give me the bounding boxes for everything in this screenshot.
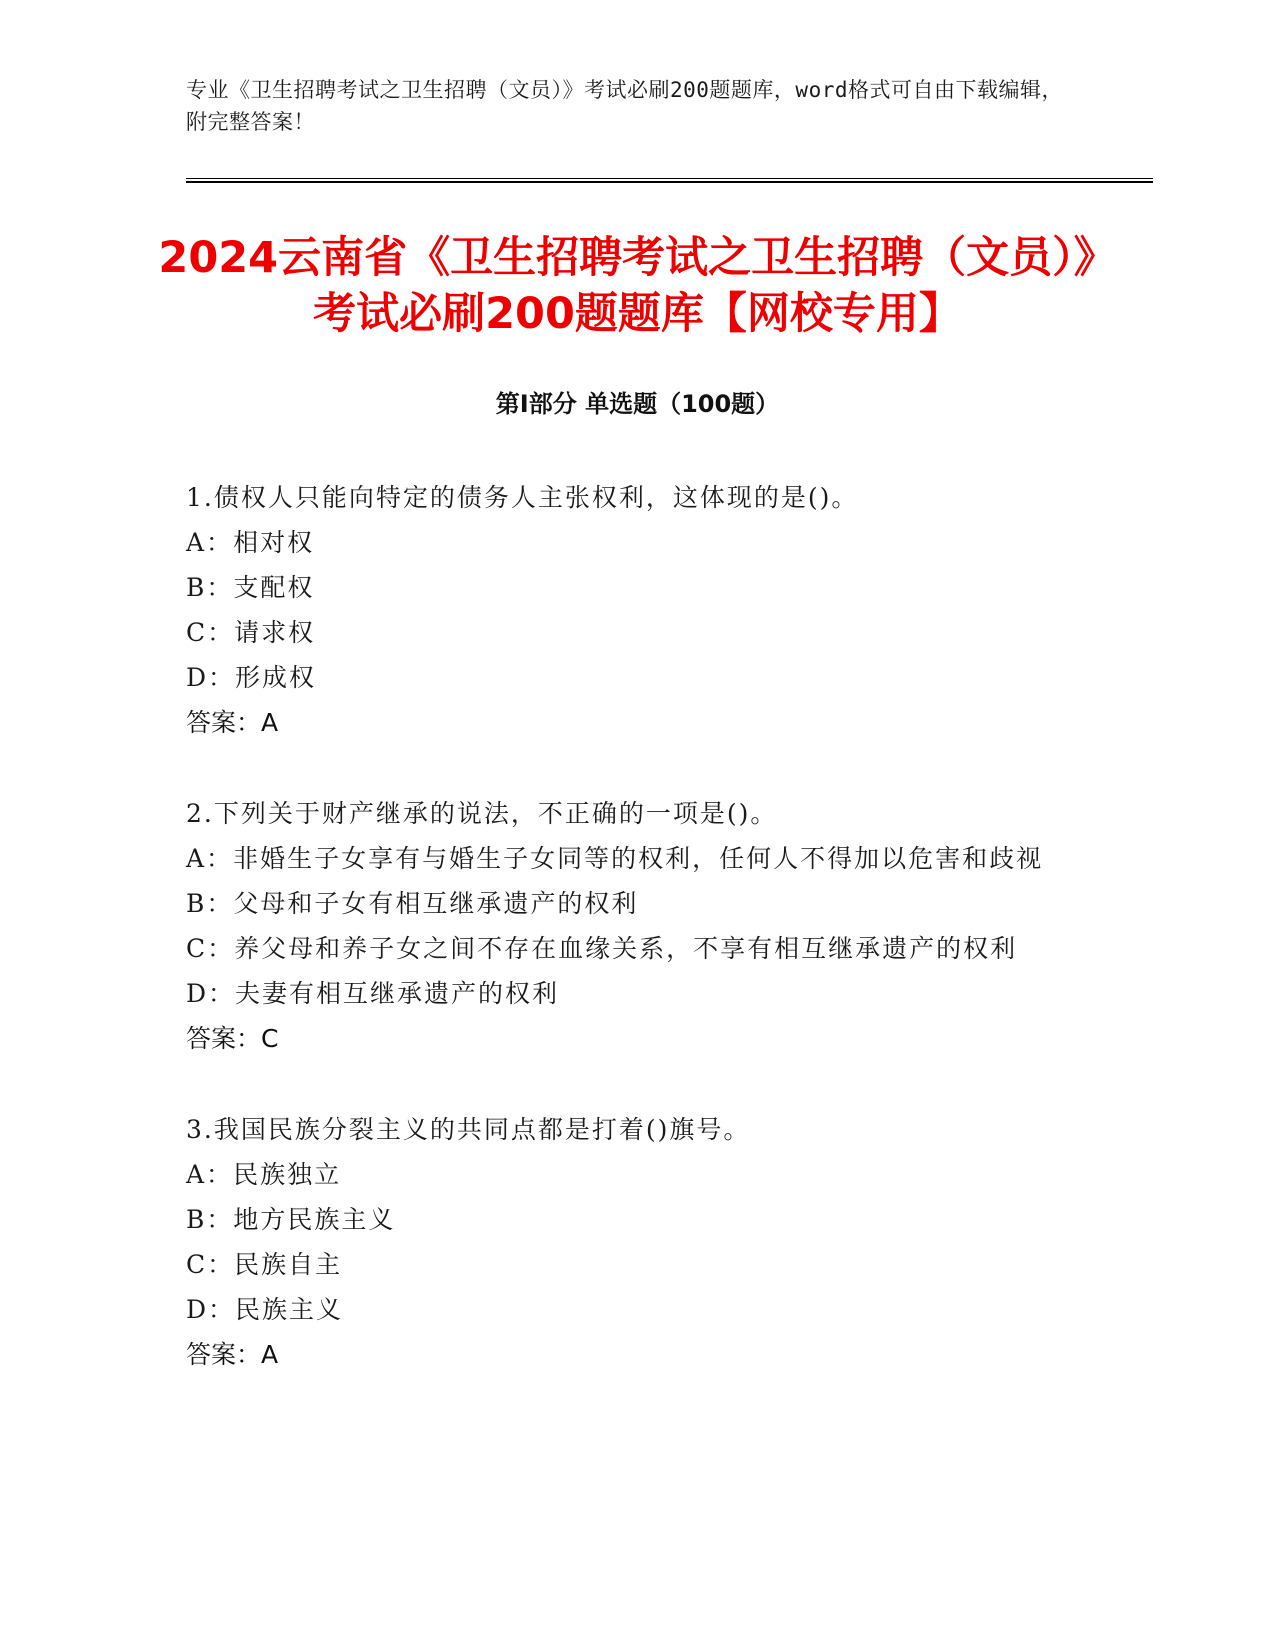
section-title: 第Ⅰ部分 单选题（100题） [495,390,780,418]
answer-line [186,1332,1086,1377]
document-title: 2024云南省《卫生招聘考试之卫生招聘（文员）》考试必刷200题题库【网校专用】 [158,233,1117,339]
option-letter: B： [186,1205,234,1234]
option-d [186,655,1086,700]
answer-label: 答案： [186,1340,262,1369]
question-stem: 1.债权人只能向特定的债务人主张权利，这体现的是()。 [186,483,859,512]
option-text: 相对权 [233,528,315,557]
question-stem: 2.下列关于财产继承的说法，不正确的一项是()。 [186,799,778,828]
option-a [186,520,1086,565]
answer-value: A [261,1340,279,1369]
option-b [186,881,1086,926]
option-text: 地方民族主义 [233,1205,396,1234]
option-letter: A： [186,844,234,873]
option-letter: C： [186,618,235,647]
option-text: 父母和子女有相互继承遗产的权利 [233,889,639,918]
answer-label: 答案： [186,708,262,737]
option-letter: C： [186,934,235,963]
option-text: 养父母和养子女之间不存在血缘关系，不享有相互继承遗产的权利 [234,934,1018,963]
option-text: 民族主义 [235,1295,344,1324]
option-text: 非婚生子女享有与婚生子女同等的权利，任何人不得加以危害和歧视 [233,844,1044,873]
option-a [186,836,1086,881]
option-c [186,610,1086,655]
answer-line [186,700,1086,745]
option-letter: D： [186,663,236,692]
option-b [186,1197,1086,1242]
question-stem: 3.我国民族分裂主义的共同点都是打着()旗号。 [186,1115,751,1144]
option-letter: A： [186,528,234,557]
answer-line [186,1016,1086,1061]
option-letter: A： [186,1160,234,1189]
option-d [186,1287,1086,1332]
option-letter: D： [186,1295,236,1324]
question-1 [186,475,1086,745]
option-text: 民族独立 [233,1160,342,1189]
header-rule-thick [186,181,1153,183]
option-d [186,971,1086,1016]
option-c [186,1242,1086,1287]
option-letter: B： [186,889,234,918]
question-3 [186,1107,1086,1377]
option-text: 请求权 [234,618,316,647]
question-2 [186,791,1086,1061]
option-letter: C： [186,1250,235,1279]
header-note: 专业《卫生招聘考试之卫生招聘（文员）》考试必刷200题题库，word格式可自由下载编辑，附完整答案！ [186,78,1063,134]
answer-value: A [261,708,279,737]
option-text: 形成权 [235,663,317,692]
answer-value: C [261,1024,279,1053]
option-letter: D： [186,979,236,1008]
option-b [186,565,1086,610]
question-list [186,475,1086,1423]
option-letter: B： [186,573,234,602]
option-c [186,926,1086,971]
answer-label: 答案： [186,1024,262,1053]
option-text: 夫妻有相互继承遗产的权利 [235,979,560,1008]
option-text: 支配权 [233,573,315,602]
option-text: 民族自主 [234,1250,343,1279]
option-a [186,1152,1086,1197]
header-rule-thin [186,178,1153,179]
